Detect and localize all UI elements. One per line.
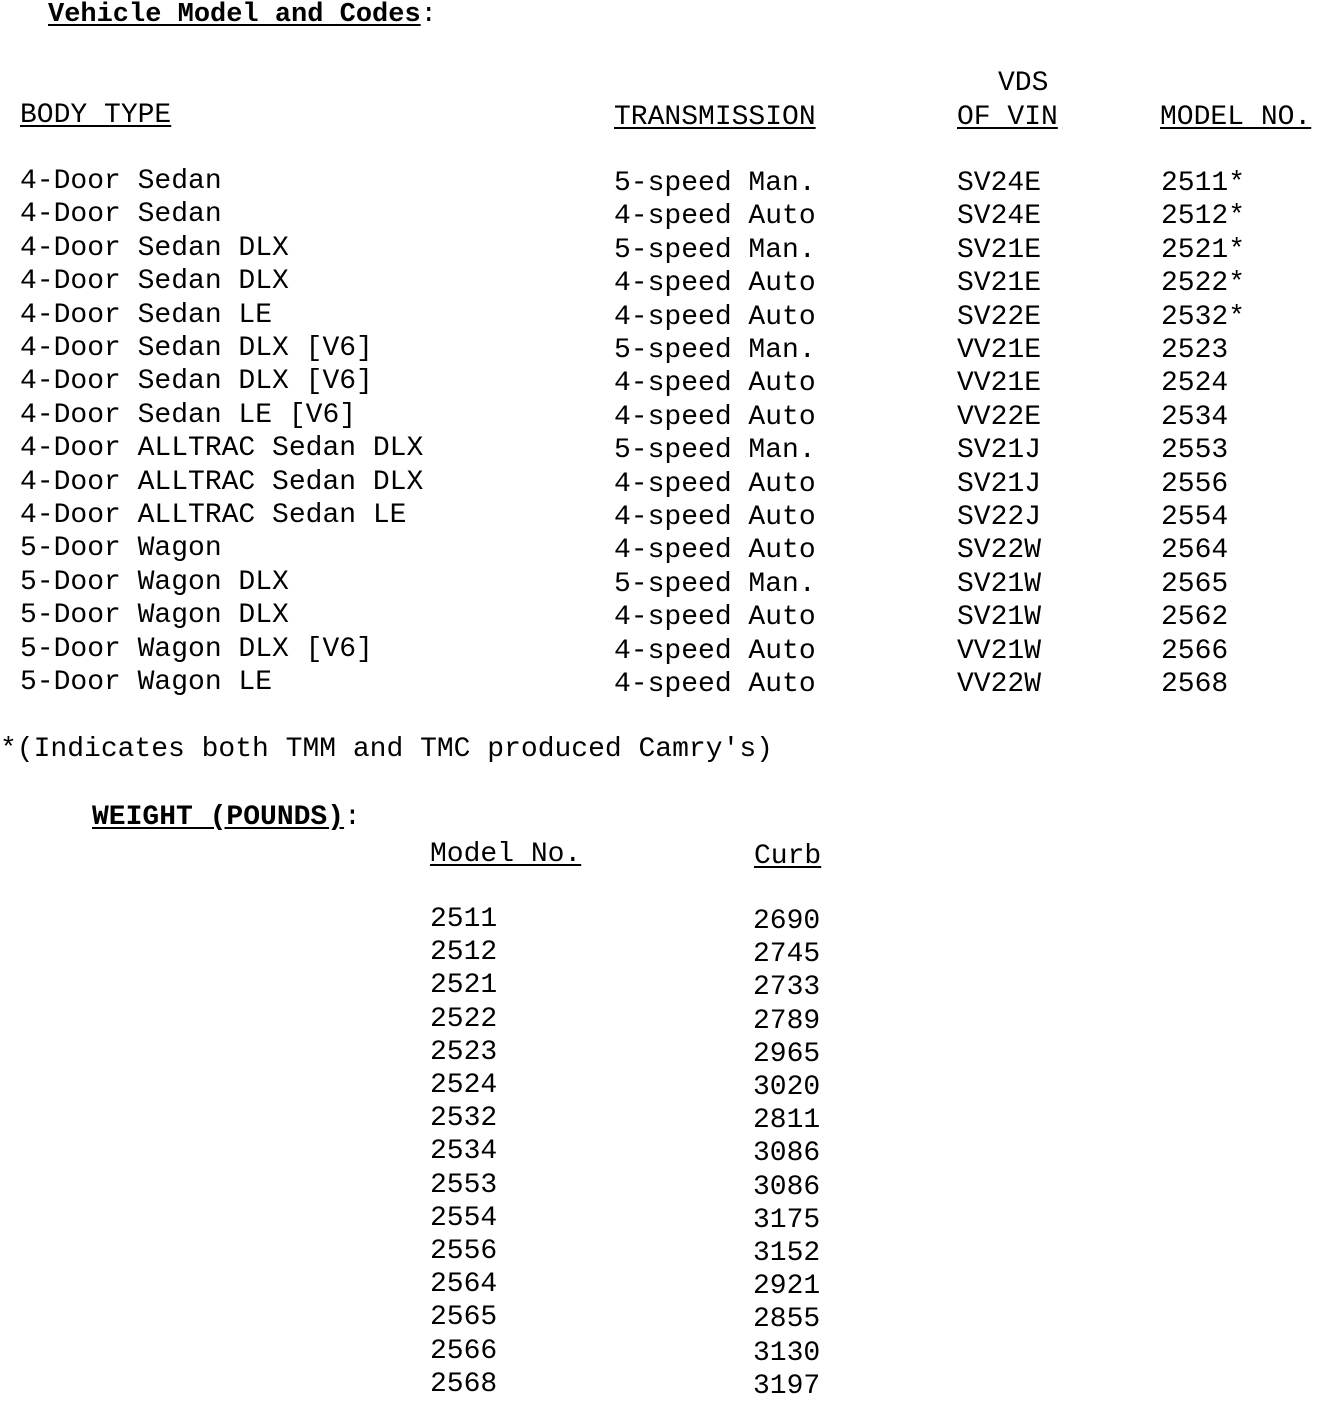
row-model-no: 2512* [1161,201,1246,233]
weight-curb: 3130 [753,1337,821,1369]
weight-curb: 2690 [753,906,821,937]
row-transmission: 4-speed Auto [614,468,816,500]
row-transmission: 4-speed Auto [614,635,816,667]
header-of-vin: OF VIN [957,102,1058,133]
weight-header-model-no: Model No. [430,839,582,870]
weight-model-no: 2534 [430,1136,498,1168]
row-transmission: 4-speed Auto [614,669,816,700]
row-vds: VV21E [957,368,1042,400]
weight-curb: 2733 [753,972,821,1004]
weight-title-colon: : [344,802,361,833]
row-vds: SV21W [957,602,1042,634]
row-vds: VV22E [957,401,1042,433]
row-vds: VV21E [957,335,1042,366]
row-transmission: 5-speed Man. [614,335,816,366]
row-body-type: 5-Door Wagon DLX [V6] [20,633,373,665]
row-body-type: 5-Door Wagon LE [20,667,273,698]
row-body-type: 4-Door Sedan DLX [V6] [20,366,373,398]
row-transmission: 4-speed Auto [614,368,816,400]
weight-model-no: 2566 [430,1335,498,1367]
row-vds: SV21E [957,268,1042,300]
row-model-no: 2532* [1161,301,1246,333]
row-model-no: 2534 [1161,401,1229,433]
header-vds: VDS [998,68,1049,99]
row-body-type: 4-Door ALLTRAC Sedan LE [20,500,407,531]
footnote: *(Indicates both TMM and TMC produced Camry's) [0,734,773,765]
header-transmission: TRANSMISSION [614,102,816,133]
weight-model-no: 2532 [430,1103,498,1135]
weight-curb: 3086 [753,1171,821,1203]
row-body-type: 4-Door Sedan [20,199,222,231]
row-vds: SV21W [957,568,1042,600]
row-model-no: 2523 [1161,335,1229,366]
row-transmission: 4-speed Auto [614,602,816,634]
weight-curb: 3086 [753,1138,821,1170]
row-vds: VV21W [957,635,1042,667]
weight-model-no: 2554 [430,1202,498,1234]
row-transmission: 5-speed Man. [614,435,816,467]
weight-model-no: 2564 [430,1269,498,1301]
header-body-type: BODY TYPE [20,100,172,131]
weight-curb: 2789 [753,1005,821,1037]
page-title [48,2,437,29]
row-body-type: 5-Door Wagon [20,533,222,565]
row-model-no: 2556 [1161,468,1229,500]
row-model-no: 2553 [1161,435,1229,467]
row-vds: VV22W [957,669,1042,700]
weight-curb: 3020 [753,1072,821,1103]
weight-model-no: 2565 [430,1302,498,1334]
weight-model-no: 2521 [430,970,498,1002]
row-vds: SV21J [957,468,1042,500]
row-model-no: 2521* [1161,234,1246,266]
weight-title-text: WEIGHT (POUNDS) [92,802,345,833]
row-model-no: 2568 [1161,669,1229,700]
row-body-type: 4-Door Sedan LE [20,299,273,331]
weight-curb: 2745 [753,939,821,971]
weight-curb: 2855 [753,1304,821,1336]
header-model-no: MODEL NO. [1160,102,1312,133]
row-transmission: 5-speed Man. [614,234,816,266]
row-body-type: 4-Door ALLTRAC Sedan DLX [20,433,424,465]
row-transmission: 4-speed Auto [614,502,816,533]
row-vds: SV22W [957,535,1042,567]
row-transmission: 4-speed Auto [614,401,816,433]
row-body-type: 4-Door Sedan DLX [20,232,289,264]
row-transmission: 4-speed Auto [614,301,816,333]
row-transmission: 5-speed Man. [614,168,816,199]
weight-model-no: 2512 [430,937,498,969]
weight-model-no: 2553 [430,1169,498,1201]
row-model-no: 2566 [1161,635,1229,667]
row-transmission: 4-speed Auto [614,268,816,300]
row-model-no: 2524 [1161,368,1229,400]
row-vds: SV24E [957,201,1042,233]
row-vds: SV21E [957,234,1042,266]
page-title-colon: : [420,0,437,30]
weight-title [92,804,361,832]
row-body-type: 4-Door Sedan LE [V6] [20,399,357,431]
row-vds: SV21J [957,435,1042,467]
weight-model-no: 2522 [430,1003,498,1035]
weight-curb: 3197 [753,1370,821,1402]
weight-model-no: 2524 [430,1070,498,1101]
row-transmission: 4-speed Auto [614,535,816,567]
weight-curb: 2921 [753,1271,821,1303]
weight-curb: 3175 [753,1204,821,1236]
row-body-type: 5-Door Wagon DLX [20,600,289,632]
weight-model-no: 2511 [430,904,498,935]
row-vds: SV24E [957,168,1042,199]
row-model-no: 2564 [1161,535,1229,567]
weight-curb: 3152 [753,1238,821,1269]
row-body-type: 4-Door ALLTRAC Sedan DLX [20,466,424,498]
row-model-no: 2522* [1161,268,1246,300]
row-model-no: 2554 [1161,502,1229,533]
weight-curb: 2965 [753,1038,821,1070]
page-title-text: Vehicle Model and Codes [48,0,421,30]
weight-header-curb: Curb [754,841,822,872]
weight-curb: 2811 [753,1105,821,1137]
weight-model-no: 2523 [430,1036,498,1068]
row-transmission: 5-speed Man. [614,568,816,600]
row-transmission: 4-speed Auto [614,201,816,233]
row-body-type: 4-Door Sedan DLX [20,266,289,298]
row-model-no: 2511* [1161,168,1246,199]
row-vds: SV22E [957,301,1042,333]
row-body-type: 4-Door Sedan DLX [V6] [20,333,373,364]
row-body-type: 5-Door Wagon DLX [20,566,289,598]
row-model-no: 2565 [1161,568,1229,600]
row-vds: SV22J [957,502,1042,533]
row-body-type: 4-Door Sedan [20,166,222,197]
weight-model-no: 2556 [430,1236,498,1267]
weight-model-no: 2568 [430,1368,498,1400]
row-model-no: 2562 [1161,602,1229,634]
